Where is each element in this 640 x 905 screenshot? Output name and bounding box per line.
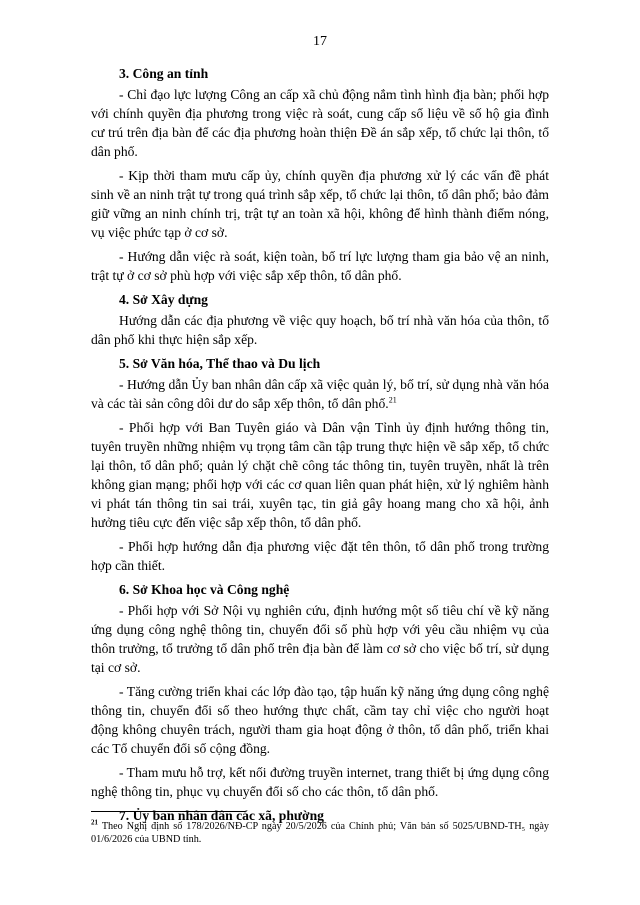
paragraph: - Phối hợp với Ban Tuyên giáo và Dân vận Tỉnh ủy định hướng thông tin, tuyên truyền những nhiệm vụ trọng tâm cần tập trung thực hiện về sắp xếp, tổ chức lại thôn, tổ dân phố; quản lý chặt chẽ công tác thông tin, tuyên truyền, nhất là trên không gian mạng; phối hợp với các cơ quan liên quan phát hiện, xử lý nghiêm hành vi phát tán thông tin sai trái, xuyên tạc, tin giả gây hoang mang cho xã hội, ảnh hưởng tiêu cực đến việc sắp xếp thôn, tổ dân phố.: [91, 420, 549, 530]
section-heading-xay-dung: 4. Sở Xây dựng: [119, 292, 208, 307]
section-heading-cong-an: 3. Công an tỉnh: [119, 66, 209, 81]
paragraph: Hướng dẫn các địa phương về việc quy hoạch, bố trí nhà văn hóa của thôn, tổ dân phố khi thực hiện sắp xếp.: [91, 313, 549, 347]
page-number: 17: [313, 34, 327, 49]
section-heading-khoa-hoc: 6. Sở Khoa học và Công nghệ: [119, 582, 290, 597]
paragraph-text: - Hướng dẫn Ủy ban nhân dân cấp xã việc quản lý, bố trí, sử dụng nhà văn hóa và các tài sản công dôi dư do sắp xếp thôn, tổ dân phố.: [91, 377, 549, 411]
paragraph: - Phối hợp hướng dẫn địa phương việc đặt tên thôn, tổ dân phố trong trường hợp cần thiết.: [91, 539, 549, 573]
footnote-number: 21: [91, 818, 98, 827]
section-heading-van-hoa: 5. Sở Văn hóa, Thể thao và Du lịch: [119, 356, 321, 371]
paragraph: - Phối hợp với Sở Nội vụ nghiên cứu, định hướng một số tiêu chí về kỹ năng ứng dụng công nghệ thông tin, chuyển đổi số phù hợp với yêu cầu nhiệm vụ của thôn trưởng, tổ trưởng tổ dân phố trên địa bàn để làm cơ sở cho việc bố trí, sử dụng tại cơ sở.: [91, 603, 549, 675]
paragraph: - Kịp thời tham mưu cấp ủy, chính quyền địa phương xử lý các vấn đề phát sinh về an ninh trật tự trong quá trình sắp xếp, tổ chức lại thôn, tổ dân phố; bảo đảm giữ vững an ninh chính trị, trật tự an toàn xã hội, không để hình thành điểm nóng, vụ việc phức tạp ở cơ sở.: [91, 168, 549, 240]
paragraph: - Tăng cường triển khai các lớp đào tạo, tập huấn kỹ năng ứng dụng công nghệ thông tin, chuyển đổi số theo hướng thực chất, cầm tay chỉ việc cho người hoạt động không chuyên trách, người tham gia hoạt động ở thôn, tổ dân phố, triển khai các Tổ chuyển đổi số cộng đồng.: [91, 684, 549, 756]
section-heading-ubnd: 7. Ủy ban nhân dân các xã, phường: [119, 808, 324, 823]
paragraph: - Tham mưu hỗ trợ, kết nối đường truyền internet, trang thiết bị ứng dụng công nghệ thông tin, phục vụ chuyển đổi số cho các thôn, tổ dân phố.: [91, 765, 549, 799]
document-body: [91, 64, 549, 827]
paragraph-with-footnote: [91, 375, 549, 413]
footnote-ref: 21: [388, 395, 397, 405]
footnote-text: Theo Nghị định số 178/2026/NĐ-CP ngày 20/5/2026 của Chính phủ; Văn bản số 5025/UBND-TH₅ ngày 01/6/2026 của UBND tỉnh.: [91, 821, 549, 845]
paragraph: - Chỉ đạo lực lượng Công an cấp xã chủ động nắm tình hình địa bàn; phối hợp với chính quyền địa phương trong việc rà soát, cung cấp số liệu về số hộ gia đình cư trú trên địa bàn để các địa phương hoàn thiện Đề án sắp xếp, tổ chức lại thôn, tổ dân phố.: [91, 87, 549, 159]
footnote: [91, 820, 549, 846]
footnote-divider: [91, 811, 245, 812]
paragraph: - Hướng dẫn việc rà soát, kiện toàn, bố trí lực lượng tham gia bảo vệ an ninh, trật tự ở cơ sở phù hợp với việc sắp xếp thôn, tổ dân phố.: [91, 249, 549, 283]
